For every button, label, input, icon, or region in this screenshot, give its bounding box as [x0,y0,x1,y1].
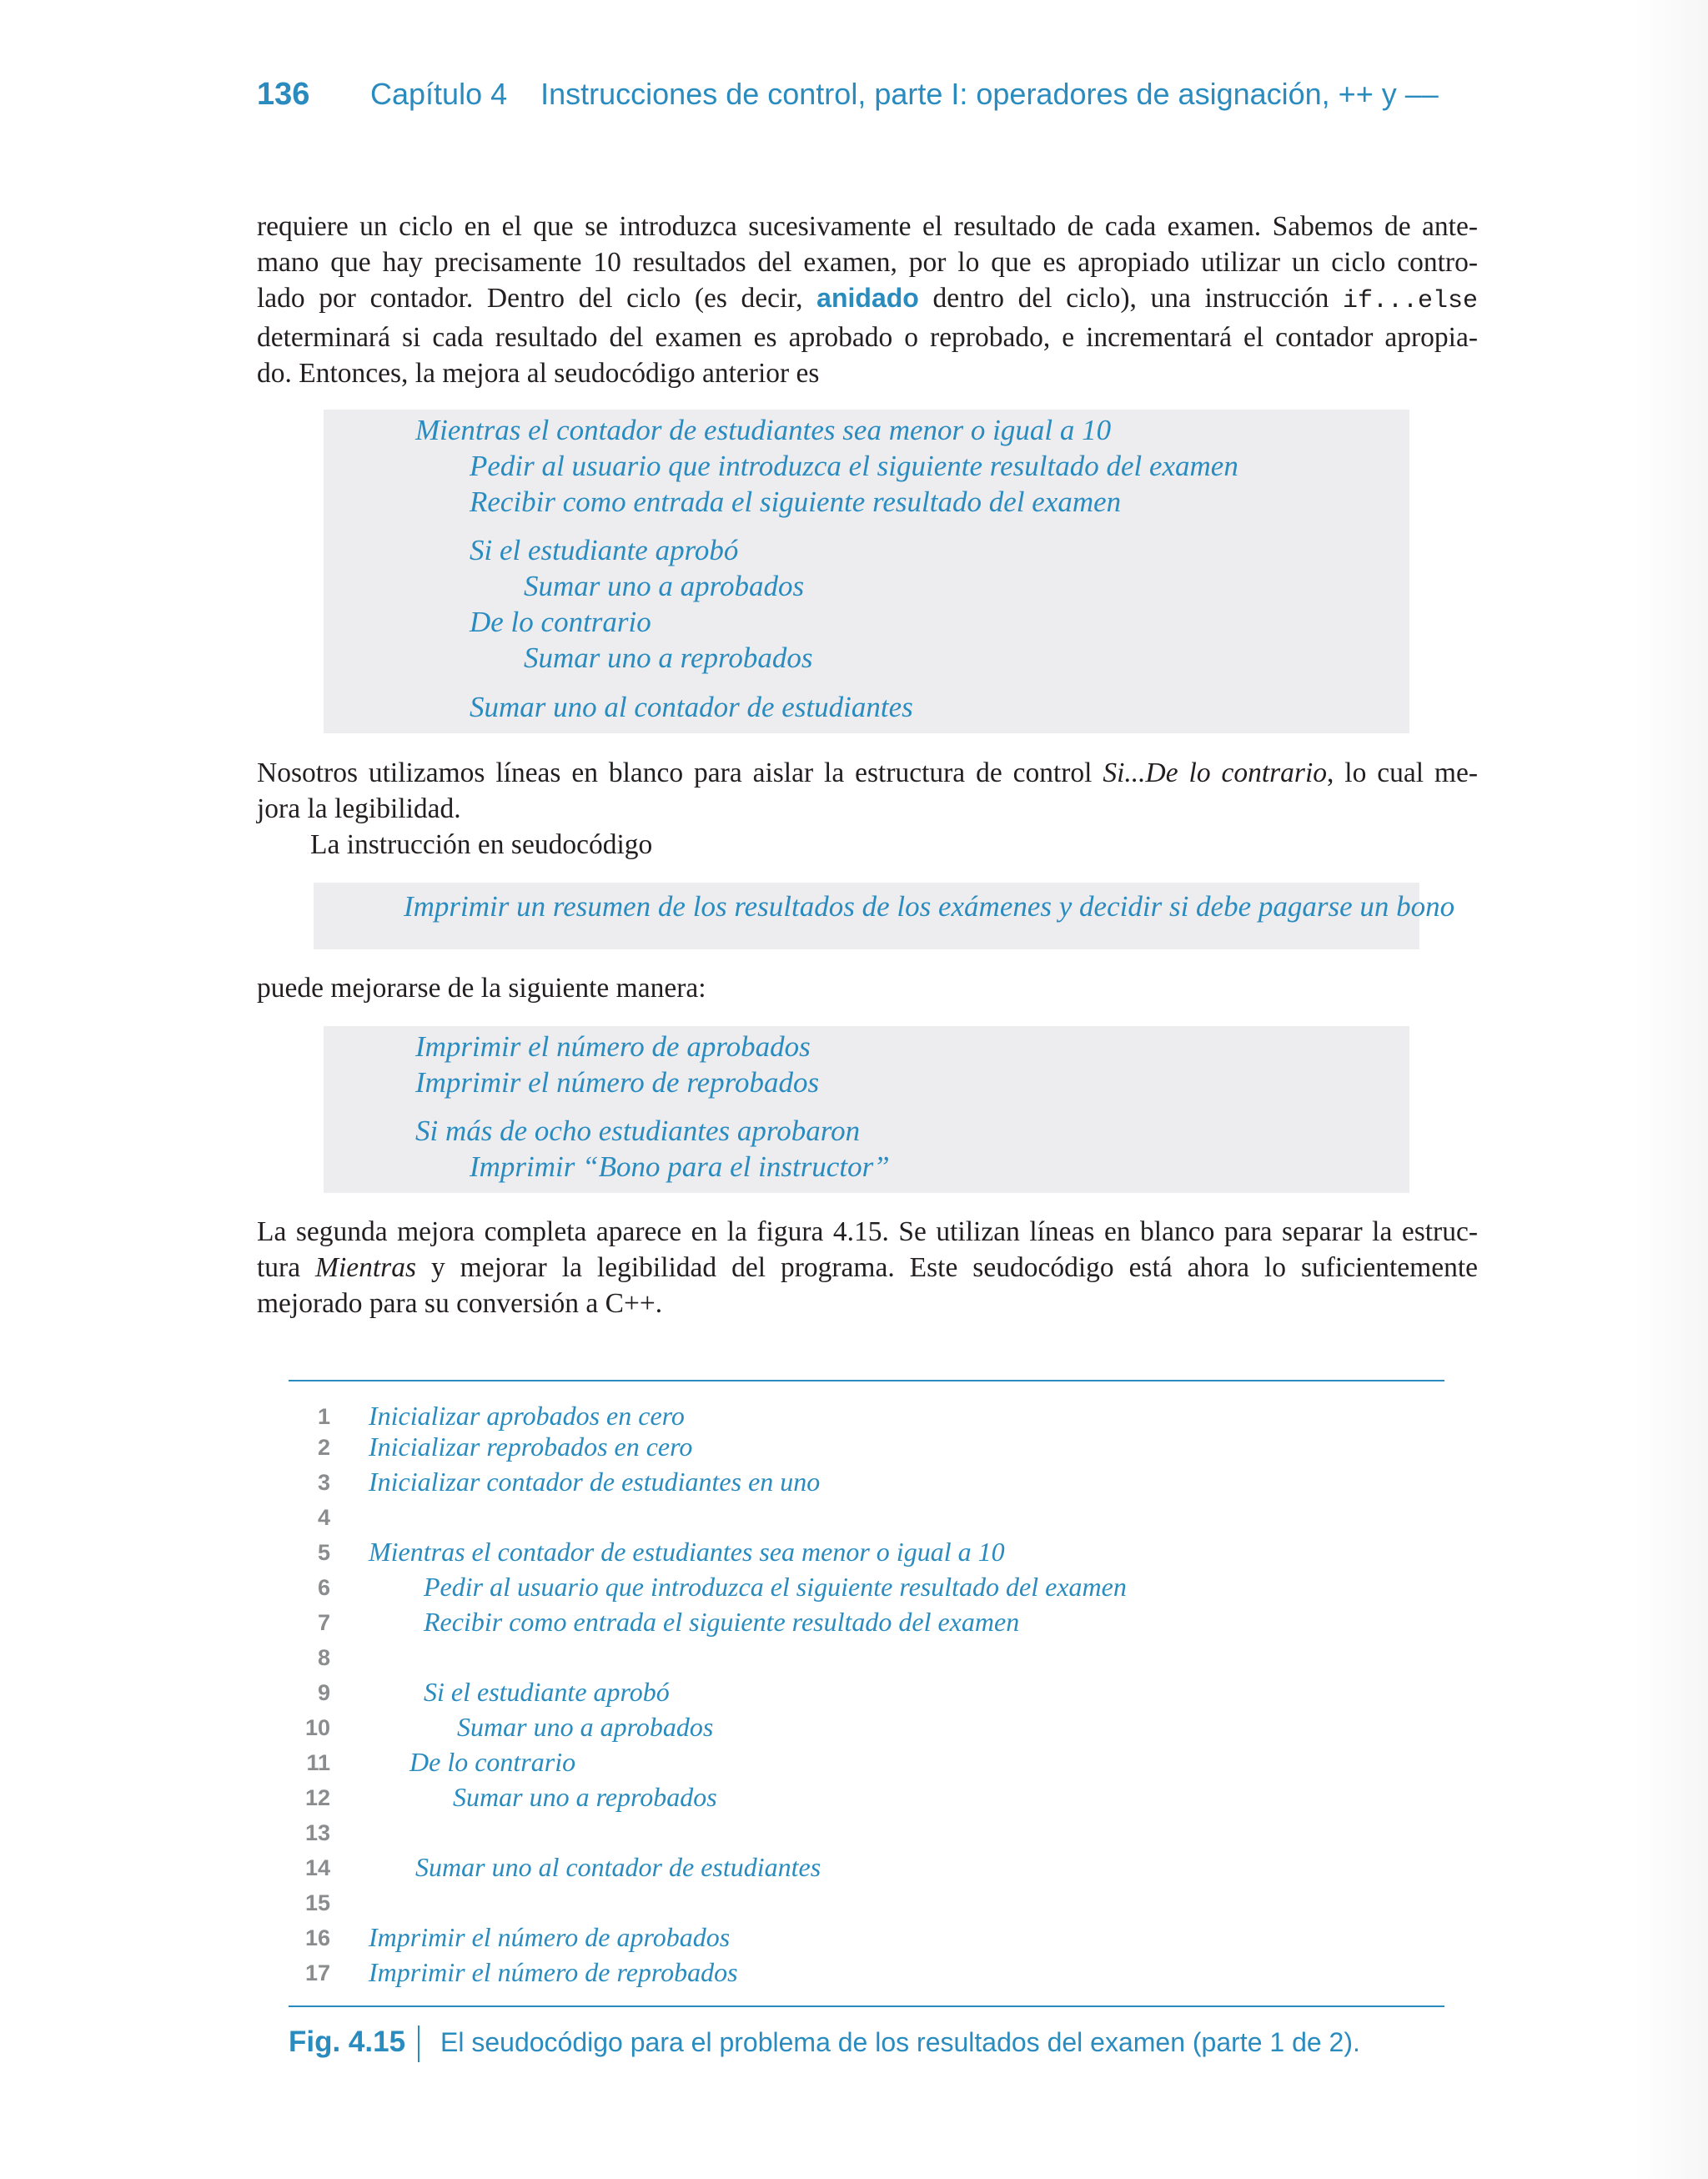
figure-line-text: Imprimir el número de aprobados [369,1922,731,1952]
figure-line [289,1712,1444,1745]
figure-line [289,1782,1444,1815]
figure-line [289,1957,1444,1990]
term-anidado: anidado [816,283,919,313]
chapter-title: Capítulo 4 Instrucciones de control, parte I: operadores de asignación, ++ y –– [370,77,1439,111]
figure-bottom-rule [289,2005,1444,2007]
figure-line [289,1817,1444,1850]
pseudocode-line: Recibir como entrada el siguiente resultado del examen [470,486,1122,518]
running-header [257,77,1508,127]
pseudocode-line: De lo contrario [470,606,651,638]
line-number: 15 [304,1890,330,1915]
figure-number: Fig. 4.15 [289,2026,406,2058]
line-number: 11 [306,1750,330,1775]
caption-text: El seudocódigo para el problema de los resultados del examen (parte 1 de 2). [440,2027,1360,2057]
line-number: 9 [317,1680,330,1705]
figure-top-rule [289,1380,1444,1381]
figure-line [289,1922,1444,1955]
figure-line-text: Inicializar aprobados en cero [369,1401,685,1431]
text-run-italic: Si...De lo contrario [1103,757,1328,788]
line-number: 13 [304,1820,330,1845]
text-run-italic: Mientras [315,1252,417,1283]
text-line: requiere un ciclo en el que se introduzca sucesivamente el resultado de cada examen. Sabemos de ante- [257,211,1478,242]
figure-line [289,1607,1444,1640]
text-line: La instrucción en seudocódigo [310,829,653,860]
pseudocode-line: Imprimir el número de aprobados [415,1030,811,1063]
figure-line-text: Mientras el contador de estudiantes sea menor o igual a 10 [369,1537,1005,1567]
text-line [257,280,1478,320]
page-number: 136 [257,77,310,112]
line-number: 3 [317,1470,330,1495]
figure-line-text: Inicializar reprobados en cero [369,1432,693,1462]
text-line: do. Entonces, la mejora al seudocódigo anterior es [257,358,820,389]
paragraph-intro [257,209,1478,391]
pseudocode-line: Sumar uno al contador de estudiantes [470,691,913,723]
figure-line [289,1537,1444,1570]
figure-line-text: Recibir como entrada el siguiente resultado del examen [424,1607,1020,1637]
figure-line [289,1467,1444,1500]
pseudocode-line: Mientras el contador de estudiantes sea menor o igual a 10 [415,414,1112,446]
figure-line-text: De lo contrario [409,1747,576,1777]
code-if-else: if...else [1342,287,1478,315]
text-line: La segunda mejora completa aparece en la figura 4.15. Se utilizan líneas en blanco para separar la estruc- [257,1216,1478,1247]
paragraph-second-refinement [257,1214,1478,1321]
text-line: determinará si cada resultado del examen es aprobado o reprobado, e incrementará el contador apropia- [257,322,1478,353]
line-number: 14 [304,1855,330,1880]
caption-divider [418,2026,419,2062]
text-run: tura [257,1252,301,1283]
text-line: puede mejorarse de la siguiente manera: [257,973,706,1004]
figure-line [289,1432,1444,1465]
pseudocode-line: Si más de ocho estudiantes aprobaron [415,1115,861,1147]
paragraph-blank-lines [257,755,1478,863]
figure-line-text: Si el estudiante aprobó [424,1677,670,1707]
pseudocode-line: Imprimir un resumen de los resultados de los exámenes y decidir si debe pagarse un bono [404,890,1455,923]
figure-caption [289,2026,1448,2066]
line-number: 1 [317,1404,330,1429]
figure-line-text: Sumar uno a aprobados [457,1712,714,1742]
figure-line-text: Sumar uno al contador de estudiantes [415,1852,821,1882]
figure-line-text: Sumar uno a reprobados [453,1782,717,1812]
text-line: jora la legibilidad. [257,793,461,824]
line-number: 17 [304,1960,330,1985]
text-line [257,755,1478,791]
figure-line [289,1677,1444,1710]
figure-line [289,1852,1444,1885]
text-run: Nosotros utilizamos líneas en blanco para aislar la estructura de control [257,757,1093,788]
text-run: , lo cual me- [1327,757,1479,788]
line-number: 2 [317,1435,330,1460]
line-number: 10 [304,1715,330,1740]
figure-line-text: Pedir al usuario que introduzca el siguiente resultado del examen [424,1572,1127,1602]
line-number: 7 [317,1610,330,1635]
text-line: mejorado para su conversión a C++. [257,1288,663,1319]
pseudocode-line: Imprimir “Bono para el instructor” [470,1150,890,1183]
line-number: 16 [304,1925,330,1950]
line-number: 4 [317,1505,330,1530]
figure-line-text: Imprimir el número de reprobados [369,1957,738,1987]
line-number: 12 [304,1785,330,1810]
figure-line [289,1572,1444,1605]
text-run: lado por contador. Dentro del ciclo (es decir, [257,283,803,314]
figure-line-text: Inicializar contador de estudiantes en uno [369,1467,821,1497]
line-number: 5 [317,1540,330,1565]
paragraph-refine [257,970,1478,1006]
figure-line [289,1887,1444,1920]
pseudocode-line: Sumar uno a aprobados [524,570,805,602]
line-number: 6 [317,1575,330,1600]
text-line: mano que hay precisamente 10 resultados del examen, por lo que es apropiado utilizar un ciclo contro- [257,247,1478,278]
pseudocode-line: Pedir al usuario que introduzca el siguiente resultado del examen [470,450,1238,482]
text-run: dentro del ciclo), una instrucción [932,283,1329,314]
figure-line [289,1642,1444,1675]
text-run: y mejorar la legibilidad del programa. Este seudocódigo está ahora lo suficientemente [430,1252,1479,1283]
figure-line [289,1401,1444,1434]
figure-line [289,1747,1444,1780]
pseudocode-line: Imprimir el número de reprobados [415,1066,820,1099]
line-number: 8 [317,1645,330,1670]
pseudocode-line: Sumar uno a reprobados [524,642,813,674]
text-line [257,1250,1478,1286]
pseudocode-line: Si el estudiante aprobó [470,534,739,566]
figure-line [289,1502,1444,1535]
